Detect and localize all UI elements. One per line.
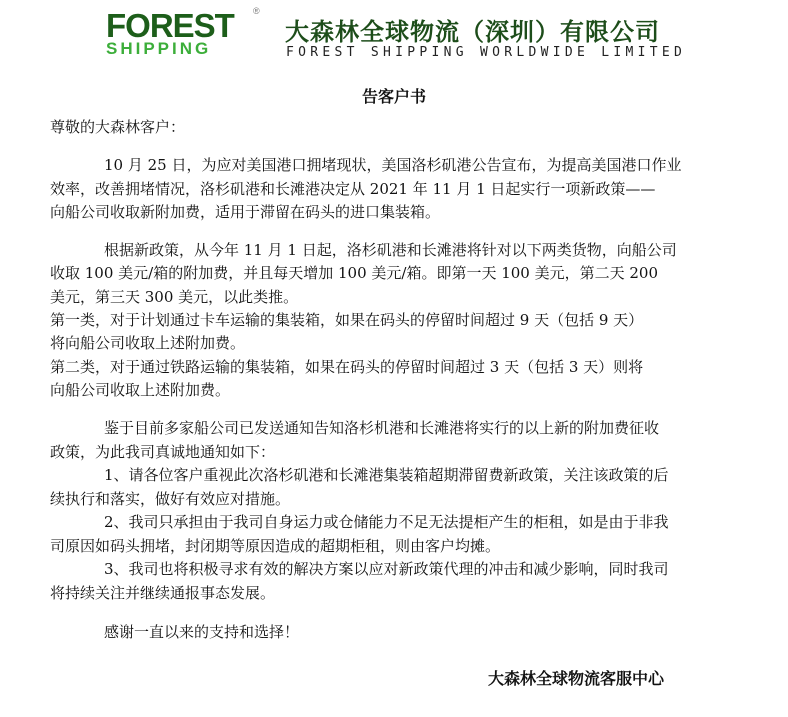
text-line: 政策，为此我司真诚地通知如下： xyxy=(50,443,276,461)
document-title: 告客户书 xyxy=(361,87,426,106)
letterhead xyxy=(103,6,687,60)
logo-text: FOREST xyxy=(106,7,234,44)
text-line: 收取 100 美元/箱的附加费，并且每天增加 100 美元/箱。即第一天 100 美元，第二天 200 xyxy=(50,264,659,282)
closing-thanks: 感谢一直以来的支持和选择！ xyxy=(104,623,300,641)
text-line: 3、我司也将积极寻求有效的解决方案以应对新政策代理的冲击和减少影响，同时我司 xyxy=(104,560,669,578)
logo-sub: SHIPPING xyxy=(106,39,212,58)
salutation: 尊敬的大森林客户： xyxy=(50,118,186,136)
text-line: 将持续关注并继续通报事态发展。 xyxy=(50,584,276,602)
company-name-en: FOREST SHIPPING WORLDWIDE LIMITED xyxy=(286,45,687,60)
text-line: 10 月 25 日，为应对美国港口拥堵现状，美国洛杉矶港公告宣布，为提高美国港口作业 xyxy=(104,156,682,174)
text-line: 将向船公司收取上述附加费。 xyxy=(50,334,246,352)
text-line: 效率，改善拥堵情况，洛杉矶港和长滩港决定从 2021 年 11 月 1 日起实行一项新政策—— xyxy=(50,180,656,198)
text-line: 鉴于目前多家船公司已发送通知告知洛杉机港和长滩港将实行的以上新的附加费征收 xyxy=(104,419,660,437)
registered-mark: ® xyxy=(253,6,260,16)
text-line: 2、我司只承担由于我司自身运力或仓储能力不足无法提柜产生的柜租，如是由于非我 xyxy=(104,513,669,531)
signature: 大森林全球物流客服中心 xyxy=(488,669,665,688)
text-line: 1、请各位客户重视此次洛杉矶港和长滩港集装箱超期滞留费新政策，关注该政策的后 xyxy=(104,466,669,484)
text-line: 续执行和落实，做好有效应对措施。 xyxy=(50,490,291,508)
company-name-cn: 大森林全球物流（深圳）有限公司 xyxy=(285,18,660,46)
text-line: 第一类，对于计划通过卡车运输的集装箱，如果在码头的停留时间超过 9 天（包括 9 天） xyxy=(50,311,644,329)
text-line: 司原因如码头拥堵，封闭期等原因造成的超期柜租，则由客户均摊。 xyxy=(50,537,501,555)
text-line: 向船公司收取上述附加费。 xyxy=(50,381,231,399)
text-line: 根据新政策，从今年 11 月 1 日起，洛杉矶港和长滩港将针对以下两类货物，向船公司 xyxy=(104,241,677,259)
text-line: 第二类，对于通过铁路运输的集装箱，如果在码头的停留时间超过 3 天（包括 3 天）则将 xyxy=(50,358,644,376)
forest-shipping-logo xyxy=(103,6,260,60)
text-line: 美元，第三天 300 美元，以此类推。 xyxy=(50,288,299,306)
text-line: 向船公司收取新附加费，适用于滞留在码头的进口集装箱。 xyxy=(50,203,441,221)
